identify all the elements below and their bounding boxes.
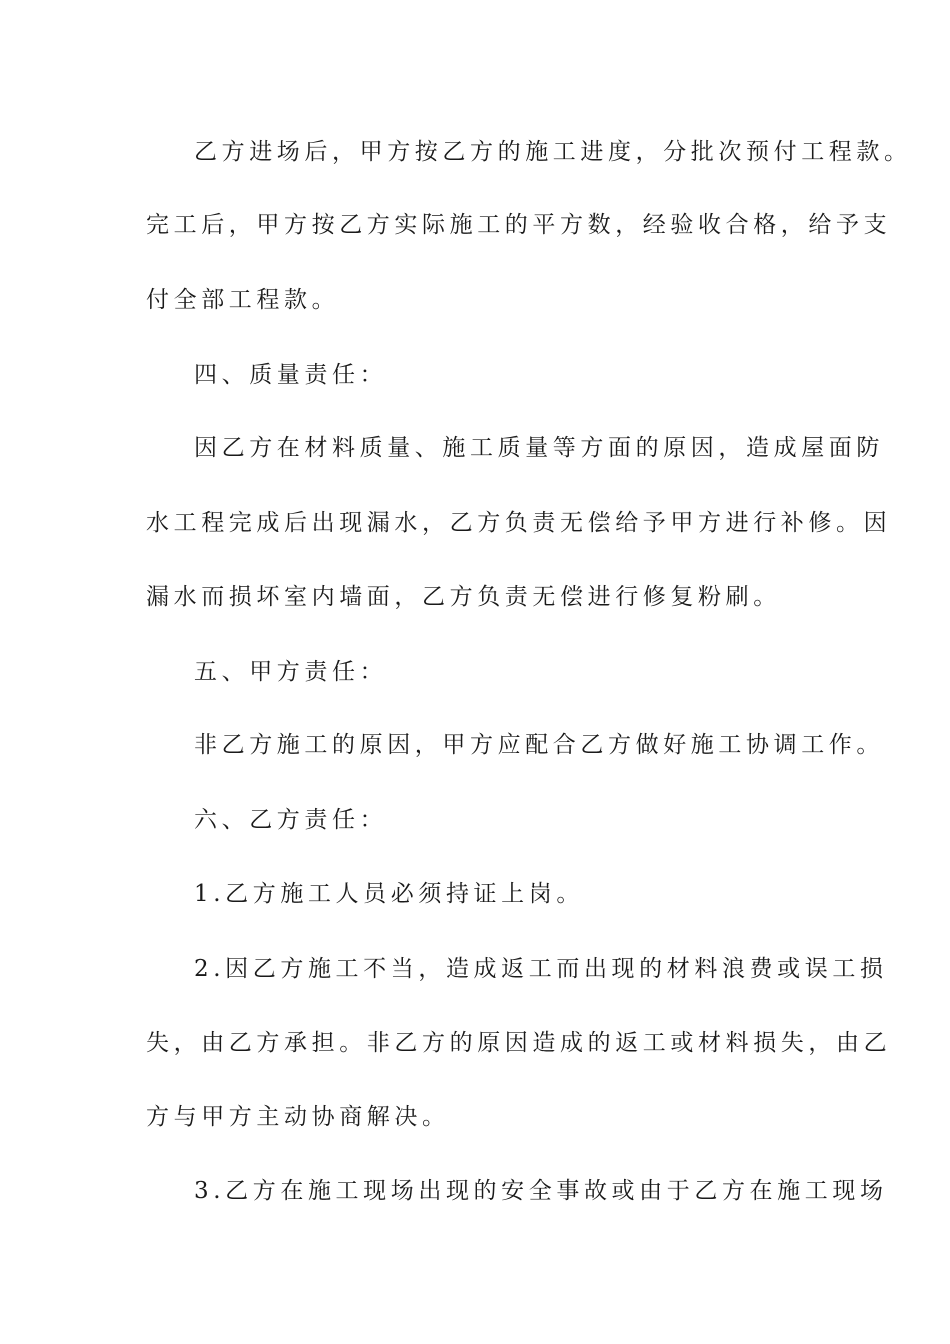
paragraph-line: 乙方进场后，甲方按乙方的施工进度，分批次预付工程款。 [194, 139, 912, 165]
paragraph-line: 水工程完成后出现漏水，乙方负责无偿给予甲方进行补修。因 [146, 510, 892, 536]
paragraph-line: 因乙方在材料质量、施工质量等方面的原因，造成屋面防 [194, 435, 884, 461]
section-heading: 五、甲方责任： [194, 659, 388, 685]
paragraph-line: 漏水而损坏室内墙面，乙方负责无偿进行修复粉刷。 [146, 584, 781, 610]
paragraph-line: 非乙方施工的原因，甲方应配合乙方做好施工协调工作。 [194, 732, 884, 758]
list-item: 3.乙方在施工现场出现的安全事故或由于乙方在施工现场 [194, 1178, 888, 1204]
paragraph-line: 方与甲方主动协商解决。 [146, 1104, 450, 1130]
section-heading: 六、乙方责任： [194, 807, 388, 833]
paragraph-line: 完工后，甲方按乙方实际施工的平方数，经验收合格，给予支 [146, 212, 892, 238]
section-heading: 四、质量责任： [194, 362, 388, 388]
list-item: 2.因乙方施工不当，造成返工而出现的材料浪费或误工损 [194, 956, 888, 982]
paragraph-line: 付全部工程款。 [146, 287, 340, 313]
paragraph-line: 失，由乙方承担。非乙方的原因造成的返工或材料损失，由乙 [146, 1030, 892, 1056]
list-item: 1.乙方施工人员必须持证上岗。 [194, 881, 584, 907]
